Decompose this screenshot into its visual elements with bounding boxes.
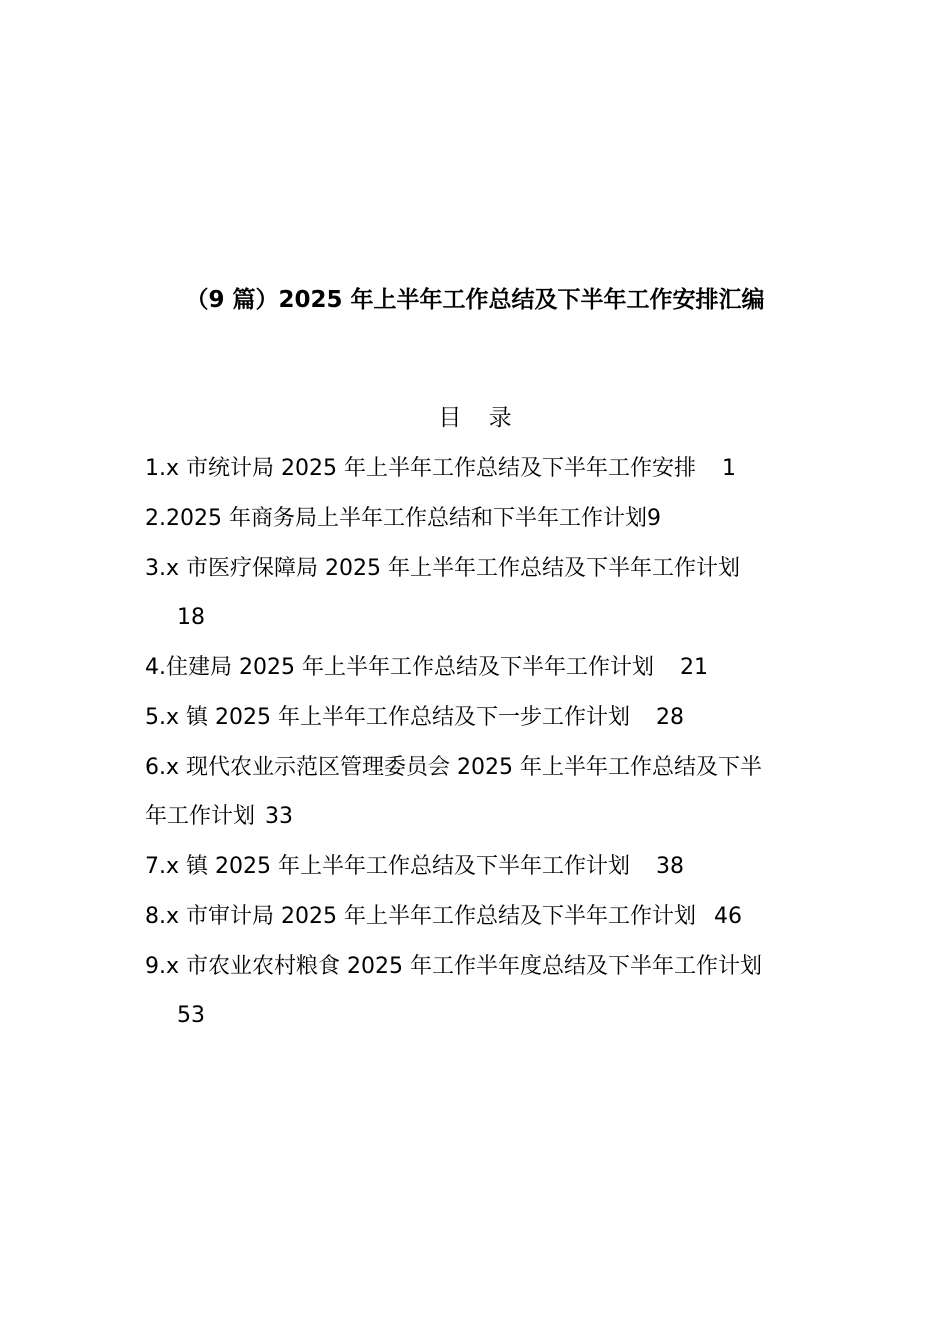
toc-entry-9[interactable] — [145, 949, 815, 985]
toc-entry-3-title: 3.x 市医疗保障局 2025 年上半年工作总结及下半年工作计划 — [145, 556, 740, 581]
toc-entry-9-page-line[interactable] — [177, 998, 847, 1034]
toc-entry-8-title: 8.x 市审计局 2025 年上半年工作总结及下半年工作计划 — [145, 904, 696, 929]
toc-entry-1-page: 1 — [721, 456, 736, 481]
toc-entry-9-page: 53 — [177, 1003, 205, 1028]
toc-entry-6-page: 33 — [265, 804, 294, 829]
toc-entry-7-title: 7.x 镇 2025 年上半年工作总结及下半年工作计划 — [145, 854, 630, 879]
toc-entry-8[interactable] — [145, 899, 815, 935]
toc-entry-4-page: 21 — [679, 655, 708, 680]
toc-heading: 目 录 — [438, 405, 522, 431]
toc-entry-4[interactable] — [145, 650, 815, 686]
toc-entry-2-title: 2.2025 年商务局上半年工作总结和下半年工作计划 — [145, 506, 647, 531]
toc-entry-6-continued[interactable] — [145, 799, 815, 835]
toc-entry-7-page: 38 — [655, 854, 684, 879]
toc-entry-5-title: 5.x 镇 2025 年上半年工作总结及下一步工作计划 — [145, 705, 630, 730]
toc-entry-5-page: 28 — [655, 705, 684, 730]
toc-entry-1-title: 1.x 市统计局 2025 年上半年工作总结及下半年工作安排 — [145, 456, 696, 481]
toc-entry-2[interactable] — [145, 501, 815, 537]
toc-entry-6[interactable] — [145, 750, 815, 786]
toc-entry-3[interactable] — [145, 551, 815, 587]
document-title: （9 篇）2025 年上半年工作总结及下半年工作安排汇编 — [185, 287, 765, 313]
toc-entry-1[interactable] — [145, 451, 815, 487]
toc-entry-9-title: 9.x 市农业农村粮食 2025 年工作半年度总结及下半年工作计划 — [145, 954, 762, 979]
toc-entry-8-page: 46 — [713, 904, 742, 929]
toc-entry-5[interactable] — [145, 700, 815, 736]
toc-entry-3-page: 18 — [177, 605, 205, 630]
toc-entry-3-page-line[interactable] — [177, 600, 847, 636]
toc-entry-2-page: 9 — [646, 506, 661, 531]
toc-entry-7[interactable] — [145, 849, 815, 885]
toc-entry-6-title-line1: 6.x 现代农业示范区管理委员会 2025 年上半年工作总结及下半 — [145, 755, 762, 780]
toc-entry-6-title-line2: 年工作计划 — [145, 804, 256, 829]
toc-entry-4-title: 4.住建局 2025 年上半年工作总结及下半年工作计划 — [145, 655, 654, 680]
